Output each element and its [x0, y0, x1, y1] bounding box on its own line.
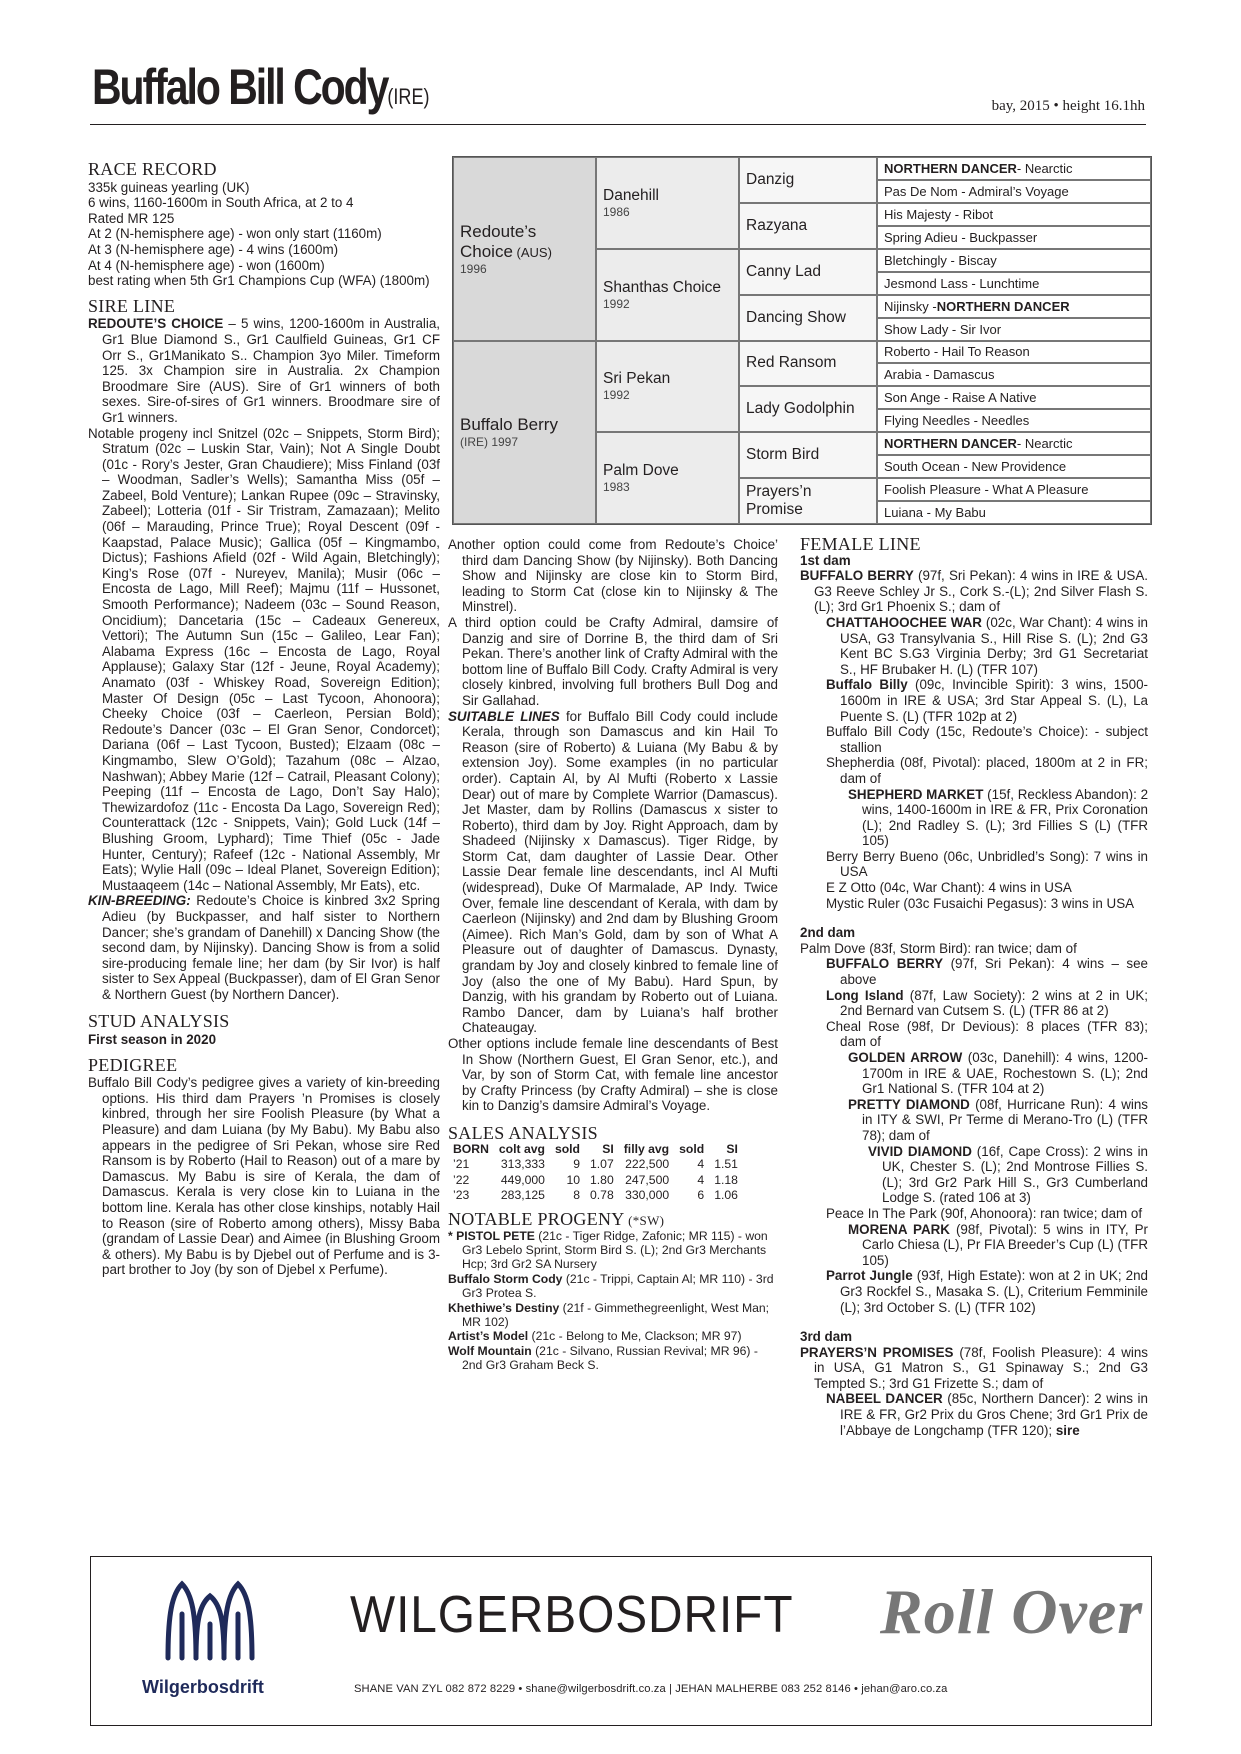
- female-line-name: CHATTAHOOCHEE WAR: [826, 614, 982, 630]
- pedigree-name-text: Redoute’s Choice: [460, 221, 537, 261]
- female-line-detail: (78f, Foolish Pleasure): 4 wins in USA, G1 Matron S., G1 Spinaway S.; 2nd G3 Tempted S.; 3rd G1 Frizette S.; dam of: [814, 1344, 1148, 1391]
- progeny-item: [448, 1344, 778, 1373]
- female-line-name: BUFFALO BERRY: [800, 568, 914, 584]
- stud-analysis-heading: STUD ANALYSIS: [88, 1011, 230, 1032]
- pedigree-ancestor-text: Spring Adieu - Buckpasser: [884, 229, 1038, 245]
- female-line-detail: Buffalo Bill Cody (15c, Redoute’s Choice): - subject stallion: [826, 724, 1148, 755]
- female-line-detail: Peace In The Park (90f, Ahonoora): ran twice; dam of: [826, 1205, 1143, 1221]
- female-line-name: NABEEL DANCER: [826, 1391, 943, 1407]
- pedigree-ancestor-bold: NORTHERN DANCER: [936, 298, 1070, 314]
- pedigree-ancestor-text: - Nearctic: [1016, 160, 1073, 176]
- race-record-line: 6 wins, 1160-1600m in South Africa, at 2 to 4: [88, 195, 354, 211]
- pedigree-name: [460, 222, 589, 262]
- female-line-detail: (16f, Cape Cross): 2 wins in UK, Chester S. (L); 2nd Montrose Fillies S. (L); 3rd Gr2 Park Hill S., Gr3 Cumberland Lodge S. (rated 106 at 3): [882, 1143, 1148, 1206]
- pedigree-ancestor-text: South Ocean - New Providence: [884, 459, 1067, 475]
- pedigree-name: Prayers’n Promise: [746, 483, 812, 519]
- pedigree-grandparent: [596, 249, 739, 341]
- wilgerbosdrift-logo-icon: [160, 1574, 260, 1667]
- pedigree-name: Danehill: [603, 186, 660, 204]
- pedigree-table: [452, 156, 1152, 525]
- pedigree-ancestor: [877, 157, 1151, 180]
- female-line-entry: [800, 724, 1148, 755]
- female-line-detail: Shepherdia (08f, Pivotal): placed, 1800m at 2 in FR; dam of: [826, 755, 1148, 786]
- sire-paragraph: REDOUTE’S CHOICE – 5 wins, 1200-1600m in Australia, Gr1 Blue Diamond S., Gr1 Caulfield Guineas, Gr1 CF Orr S., Gr1Manikato S.. Champion 3yo Miler. Timeform 125. 3x Champion sire in Australia. 2x Champion Broodmare Sire (AUS). Sire of Gr1 winners of both sexes. Sire-of-sires of Gr1 winners. Broodmare sire of Gr1 winners.: [88, 316, 441, 425]
- pedigree-ancestor-bold: NORTHERN DANCER: [884, 160, 1017, 176]
- female-line-entry: [800, 787, 1148, 849]
- pedigree-ancestor-bold: NORTHERN DANCER: [884, 436, 1017, 452]
- pedigree-ancestor-text: Pas De Nom - Admiral’s Voyage: [884, 183, 1069, 199]
- female-line-name: BUFFALO BERRY: [826, 956, 944, 972]
- pedigree-grandparent: [596, 157, 739, 249]
- female-line-entry: [800, 1345, 1148, 1392]
- sales-analysis-heading: SALES ANALYSIS: [448, 1122, 598, 1143]
- female-line-detail: (98f, Pivotal): 5 wins in ITY, Pr Carlo Chiesa (L), Pr FIA Breeder’s Cup (L) (TFR 105): [862, 1221, 1148, 1268]
- pedigree-ancestor-text: Flying Needles - Needles: [884, 413, 1030, 429]
- sales-row: [448, 1157, 743, 1173]
- sales-cell: 8: [573, 1188, 581, 1203]
- pedigree-ancestor-text: Roberto - Hail To Reason: [884, 344, 1030, 360]
- sales-column-header: SI: [602, 1141, 614, 1156]
- female-line-entry: [800, 1268, 1148, 1315]
- race-record-line: Rated MR 125: [88, 210, 175, 226]
- female-line-entry: [800, 956, 1148, 987]
- female-line-name: GOLDEN ARROW: [848, 1050, 963, 1065]
- pedigree-year: 1996: [460, 261, 487, 276]
- pedigree-ancestor: [877, 203, 1151, 226]
- female-line-detail: Berry Berry Bueno (06c, Unbridled’s Song): 7 wins in USA: [826, 848, 1148, 880]
- sales-column-header: sold: [679, 1141, 705, 1156]
- middle-paragraph-4: Other options include female line descendants of Best In Show (Northern Guest, El Gran Senor, etc.), and Var, by son of Storm Cat, with female line ancestor by Crafty Princess (by Crafty Admiral) – she is close kin to Danzig’s damsire Admiral’s Voyage.: [448, 1036, 778, 1114]
- female-line-detail: Palm Dove (83f, Storm Bird): ran twice; dam of: [800, 940, 1077, 956]
- progeny-detail: (21f - Gimmethegreenlight, West Man; MR 102): [462, 1300, 770, 1329]
- sales-cell: 0.78: [590, 1188, 614, 1203]
- notable-progeny-heading: NOTABLE PROGENY (*SW): [448, 1208, 665, 1229]
- female-line-entry: [800, 1222, 1148, 1269]
- pedigree-name: Sri Pekan: [603, 370, 671, 388]
- contact-line: SHANE VAN ZYL 082 872 8229 • shane@wilgerbosdrift.co.za | JEHAN MALHERBE 083 252 8146 • jehan@aro.co.za: [354, 1683, 948, 1695]
- sales-column-header: SI: [726, 1141, 738, 1156]
- pedigree-great-grandparent: [739, 386, 877, 432]
- country-suffix: (IRE): [387, 84, 430, 109]
- sales-cell: ’23: [453, 1188, 470, 1203]
- sales-cell: 1.07: [590, 1157, 614, 1172]
- sales-cell: 449,000: [500, 1172, 545, 1187]
- pedigree-ancestor: [877, 363, 1151, 386]
- pedigree-ancestor: [877, 478, 1151, 501]
- female-line-entry: [800, 1050, 1148, 1097]
- horse-name-title: Buffalo Bill Cody(IRE): [92, 59, 430, 115]
- female-line-entry: [800, 896, 1148, 912]
- race-record-line: At 2 (N-hemisphere age) - won only start (1160m): [88, 226, 382, 242]
- female-line-detail: (15f, Reckless Abandon): 2 wins, 1400-1600m in IRE & FR, Prix Coronation (L); 2nd Radley S. (L); 3rd Fillies S (L) (TFR 105): [862, 786, 1149, 849]
- first-dam-entries: [800, 568, 1148, 911]
- progeny-item: [448, 1272, 778, 1301]
- title-divider: [90, 124, 1146, 125]
- race-record-line: best rating when 5th Gr1 Champions Cup (WFA) (1800m): [88, 273, 430, 289]
- female-line-detail: (93f, High Estate): won at 2 in UK; 2nd Gr3 Rockfel S., Masaka S. (L), Criterium Femminile (L); 3rd October S. (L) (TFR 102): [840, 1268, 1148, 1315]
- pedigree-great-grandparent: [739, 203, 877, 249]
- pedigree-grandparent: [596, 432, 739, 524]
- pedigree-great-grandparent: [739, 432, 877, 478]
- third-dam-label: 3rd dam: [800, 1329, 853, 1345]
- pedigree-ancestor-text: Arabia - Damascus: [884, 367, 995, 383]
- female-line-name: PRAYERS’N PROMISES: [800, 1344, 954, 1360]
- pedigree-paragraph: Buffalo Bill Cody’s pedigree gives a variety of kin-breeding options. His third dam Prayers ’n Promises is closely kinbred, through her sire Foolish Pleasure (by What a Pleasure) and dam Luiana (by My Babu). My Babu also appears in the pedigree of Sri Pekan, whose sire Red Ransom is by Roberto (Hail to Reason) out of a mare by Damascus. My Babu is sire of Kerala, the dam of Damascus. Kerala is very close kin to Luiana in the bottom line. Kerala has other close kinships, notably Hail to Reason (sire of Roberto among others), Missy Baba (grandam of Lassie Dear) and Aimee (in Blushing Groom & others). My Babu is by Djebel out of Perfume and is 3-part brother to Joy (by son of Djebel x Perfume).: [88, 1075, 440, 1278]
- notable-progeny-paragraph: Notable progeny incl Snitzel (02c – Snippets, Storm Bird); Stratum (02c – Luskin Star, Vain); Not A Single Doubt (01c - Rory’s Jester, Gran Chaudiere); Miss Finland (03f – Woodman, Sadler’s Wells); Samantha Miss (05f – Zabeel, Bold Venture); Lankan Rupee (09c – Stravinsky, Zabeel); Lotteria (01f - Sir Tristram, Zamazaan); Melito (06f – Marauding, Prince True); Royal Descent (09f - Kaapstad, Palace Music); Gallica (05f – Kingmambo, Dictus); Fashions Afield (02f - Wild Again, Bletchingly); King’s Rose (07f - Nureyev, Manila); Musir (06c – Encosta de Lago, Mill Reef); Majmu (11f – Hussonet, Smooth Performance); Nadeem (03c – Sound Reason, Oncidium); Dancetaria (15c – Cadeaux Genereux, Vettori); The Autumn Sun (15c – Galileo, Lear Fan); Alabama Express (16c – Encosta de Lago, Royal Applause); Galaxy Star (12f - Jeune, Royal Academy); Anamato (03f - Whiskey Road, Sovereign Edition); Master Of Design (05c – Last Tycoon, Ahonoora); Cheeky Choice (03f – Caerleon, Persian Bold); Redoute’s Dancer (03c – El Gran Senor, Condorcet); Dariana (06f – Last Tycoon, Busted); Elzaam (08c – Kingmambo, Slew O’Gold); Tazahum (08c – Alzao, Nashwan); Abbey Marie (12f – Catrail, Pleasant Colony); Peeping (11f – Encosta de Lago, Don’t Say Halo); Thewizardofoz (11c - Encosta Da Lago, Sovereign Red); Counterattack (12c - Snippets, Vain); Gold Luck (14f – Blushing Groom, Lyphard); Time Thief (05c - Jade Hunter, Century); Rafeef (12c - National Assembly, Mr Eats); Wylie Hall (09c – Ideal Planet, Sovereign Edition); Mustaaqeem (14c – National Assembly, Mr Eats), etc.: [88, 425, 440, 893]
- progeny-list: [448, 1229, 778, 1373]
- race-record-lines: [88, 180, 440, 289]
- female-line-detail: Cheal Rose (98f, Dr Devious): 8 places (TFR 83); dam of: [826, 1018, 1148, 1050]
- sales-table: [448, 1142, 743, 1204]
- female-line-detail: (97f, Sri Pekan): 4 wins in IRE & USA. G3 Reeve Schley Jr S., Cork S.-(L); 2nd Silver Flash S. (L); 3rd Gr1 Phoenix S.; dam of: [814, 568, 1148, 615]
- pedigree-great-grandparent: [739, 478, 877, 524]
- female-line-heading: FEMALE LINE: [800, 534, 921, 554]
- female-line-entry: [800, 941, 1148, 957]
- sales-cell: 10: [566, 1172, 581, 1187]
- pedigree-heading: PEDIGREE: [88, 1054, 178, 1075]
- pedigree-year: 1986: [603, 204, 630, 219]
- female-line-entry: [800, 677, 1148, 724]
- sales-column-header: colt avg: [498, 1141, 545, 1156]
- pedigree-year: 1992: [603, 388, 630, 403]
- pedigree-year: (IRE) 1997: [460, 435, 519, 450]
- pedigree-great-grandparent: [739, 249, 877, 295]
- sales-cell: 1.51: [714, 1157, 738, 1172]
- female-line-entry: [800, 1391, 1148, 1438]
- pedigree-sire-dam: [453, 157, 596, 341]
- sales-cell: 247,500: [625, 1172, 670, 1187]
- progeny-name: Buffalo Storm Cody: [448, 1271, 563, 1286]
- suitable-lines-paragraph: SUITABLE LINES for Buffalo Bill Cody could include Kerala, through son Damascus and kin Hail To Reason (sire of Roberto) & Luiana (My Babu & by extension Joy). Some examples (in no particular order). Captain Al, by Al Mufti (Roberto x Lassie Dear) out of mare by Complete Warrior (Damascus). Jet Master, dam by Rollins (Damascus x sister to Roberto), third dam by Joy. Right Approach, dam by Shadeed (Nijinsky x Damascus). Tiger Ridge, by Storm Cat, dam daughter of Lassie Dear. Other Lassie Dear female line descendants, incl Al Mufti (widespread), Duke Of Marmalade, AP Indy. Twice Over, female line descendant of Kerala, with dam by Caerleon (Nijinsky) and 2nd dam by Blushing Groom (Aimee). Rich Man’s Gold, dam by son of What A Pleasure out of daughter of Damascus. Dynasty, grandam by Joy and closely kinbred to female line of Joy (also the one of My Babu). Hard Spun, by Danzig, with his grandam by Roberto out of Luiana. Rambo Dancer, dam by Luiana’s half brother Chateaugay.: [448, 708, 778, 1036]
- pedigree-year: 1983: [603, 480, 630, 495]
- pedigree-great-grandparent: [739, 157, 877, 203]
- middle-paragraph-2: A third option could be Crafty Admiral, damsire of Danzig and sire of Dorrine B, the third dam of Sri Pekan. There’s another link of Crafty Admiral with the bottom line of Buffalo Bill Cody. Crafty Admiral is very closely kinbred, involving full brothers Bull Dog and Sir Gallahad.: [448, 614, 778, 708]
- female-line-entry: [800, 880, 1148, 896]
- race-record-heading: RACE RECORD: [88, 159, 217, 179]
- race-record-line: 335k guineas yearling (UK): [88, 179, 250, 195]
- female-line-detail: (08f, Hurricane Run): 4 wins in ITY & SWI, Pr Terme di Merano-Tro (L) (TFR 78); dam of: [862, 1096, 1148, 1143]
- sales-cell: ’22: [453, 1172, 470, 1187]
- race-record-line: At 3 (N-hemisphere age) - 4 wins (1600m): [88, 241, 339, 257]
- middle-column: [448, 537, 778, 1373]
- pedigree-ancestor-text: - Nearctic: [1016, 436, 1073, 452]
- pedigree-name: [460, 415, 589, 435]
- second-dam-label: 2nd dam: [800, 925, 856, 941]
- female-line-entry: [800, 615, 1148, 677]
- pedigree-name: Danzig: [746, 170, 795, 188]
- pedigree-ancestor-text: Son Ange - Raise A Native: [884, 390, 1037, 406]
- sales-cell: 4: [697, 1157, 705, 1172]
- sales-row: [448, 1188, 743, 1204]
- female-line-name: VIVID DIAMOND: [868, 1143, 972, 1159]
- pedigree-ancestor-text: Jesmond Lass - Lunchtime: [884, 275, 1040, 291]
- pedigree-grandparent: [596, 341, 739, 433]
- pedigree-ancestor: [877, 455, 1151, 478]
- progeny-item: [448, 1229, 778, 1272]
- sales-row: [448, 1173, 743, 1189]
- female-line-entry: [800, 849, 1148, 880]
- female-line-name: Long Island: [826, 987, 904, 1003]
- pedigree-name: Razyana: [746, 216, 808, 234]
- pedigree-name: Lady Godolphin: [746, 400, 855, 418]
- middle-paragraph-1: Another option could come from Redoute’s Choice’ third dam Dancing Show (by Nijinsky). Both Dancing Show and Nijinsky are close kin to Storm Bird, leading to Storm Cat (close kin to Nijinsky & The Minstrel).: [448, 537, 778, 615]
- sales-column-header: BORN: [453, 1141, 489, 1156]
- progeny-detail: (21c - Tiger Ridge, Zafonic; MR 115) - won Gr3 Lebelo Sprint, Storm Bird S. (L); 2nd Gr3 Merchants Hcp; 3rd Gr2 SA Nursery: [462, 1228, 768, 1272]
- female-line-detail: (03c, Danehill): 4 wins, 1200-1700m in IRE & UAE, Rochestown S. (L); 2nd Gr1 National S. (TFR 104 at 2): [862, 1050, 1149, 1097]
- sales-cell: 283,125: [500, 1188, 545, 1203]
- left-column: [88, 158, 440, 1278]
- pedigree-ancestor: [877, 341, 1151, 364]
- progeny-name: Wolf Mountain: [448, 1343, 532, 1358]
- pedigree-ancestor: [877, 295, 1151, 318]
- female-line-detail: (09c, Invincible Spirit): 3 wins, 1500-1600m in IRE & USA; 3rd Star Appeal S. (L), La Puente S. (L) (TFR 102p at 2): [840, 677, 1148, 724]
- female-line-name: Parrot Jungle: [826, 1268, 913, 1284]
- pedigree-ancestor: [877, 409, 1151, 432]
- progeny-detail: (21c - Trippi, Captain Al; MR 110) - 3rd Gr3 Protea S.: [462, 1271, 774, 1301]
- female-line-name: PRETTY DIAMOND: [848, 1096, 970, 1112]
- sales-cell: 1.18: [714, 1172, 738, 1187]
- pedigree-ancestor-text: His Majesty - Ribot: [884, 206, 994, 222]
- pedigree-ancestor-text: Show Lady - Sir Ivor: [884, 321, 1002, 337]
- female-line-detail: (87f, Law Society): 2 wins at 2 in UK; 2nd Bernard van Cutsem S. (L) (TFR 86 at 2): [840, 987, 1149, 1019]
- pedigree-ancestor: [877, 272, 1151, 295]
- progeny-item: [448, 1301, 778, 1330]
- farm-wordmark: WILGERBOSDRIFT: [350, 1586, 794, 1644]
- third-dam-entries: [800, 1345, 1148, 1439]
- female-line-name: MORENA PARK: [848, 1221, 950, 1237]
- second-dam-entries: [800, 941, 1148, 1315]
- sales-cell: 4: [697, 1172, 705, 1187]
- sire-line-heading: SIRE LINE: [88, 295, 176, 316]
- female-line-detail: Mystic Ruler (03c Fusaichi Pegasus): 3 wins in USA: [826, 895, 1135, 911]
- female-line-detail: (02c, War Chant): 4 wins in USA, G3 Transylvania S., Hill Rise S. (L); 2nd G3 Kent BC S.G3 Virginia Derby; 3rd G1 Secretariat S., HF Brubaker H. (L) (TFR 107): [840, 614, 1149, 677]
- progeny-item: [448, 1329, 778, 1343]
- sales-cell: 313,333: [500, 1157, 545, 1172]
- female-line-entry: [800, 1097, 1148, 1144]
- sales-cell: 330,000: [625, 1188, 670, 1203]
- pedigree-name: Red Ransom: [746, 354, 837, 372]
- female-line-name: SHEPHERD MARKET: [848, 786, 984, 802]
- pedigree-ancestor: [877, 386, 1151, 409]
- pedigree-ancestor: [877, 226, 1151, 249]
- pedigree-name: Dancing Show: [746, 308, 846, 326]
- pedigree-name: Canny Lad: [746, 262, 821, 280]
- sales-cell: 6: [697, 1188, 705, 1203]
- pedigree-ancestor-text: Nijinsky -: [884, 298, 937, 314]
- pedigree-ancestor: [877, 501, 1151, 524]
- sales-column-header: filly avg: [623, 1141, 670, 1156]
- sales-cell: 1.80: [590, 1172, 614, 1187]
- right-column: [800, 534, 1149, 1438]
- progeny-name: Khethiwe’s Destiny: [448, 1300, 560, 1315]
- sales-cell: 222,500: [625, 1157, 670, 1172]
- pedigree-name-text: Buffalo Berry: [460, 415, 558, 435]
- pedigree-ancestor: [877, 249, 1151, 272]
- female-line-detail: E Z Otto (04c, War Chant): 4 wins in USA: [826, 880, 1072, 896]
- stud-analysis-line: First season in 2020: [88, 1032, 217, 1048]
- pedigree-country: (AUS): [512, 244, 552, 260]
- female-line-entry: [800, 1206, 1148, 1222]
- pedigree-ancestor-text: Foolish Pleasure - What A Pleasure: [884, 482, 1089, 498]
- kin-breeding-paragraph: KIN-BREEDING: Redoute’s Choice is kinbred 3x2 Spring Adieu (by Buckpasser, and half sister to Northern Dancer; she’s grandam of Danehill) x Dancing Show (the second dam, by Nijinsky). Dancing Show is from a solid sire-producing female line; her dam (by Sir Ivor) is half sister to Sex Appeal (Buckpasser), dam of El Gran Senor & Northern Guest (by Northern Dancer).: [88, 893, 440, 1002]
- pedigree-ancestor: [877, 432, 1151, 455]
- horse-details: bay, 2015 • height 16.1hh: [991, 98, 1145, 114]
- first-dam-label: 1st dam: [800, 552, 851, 568]
- race-record-line: At 4 (N-hemisphere age) - won (1600m): [88, 257, 325, 273]
- pedigree-sire-dam: [453, 341, 596, 525]
- sales-column-header: sold: [554, 1141, 581, 1156]
- female-line-detail: (97f, Sri Pekan): 4 wins – see above: [840, 956, 1149, 988]
- sales-cell: 9: [573, 1157, 581, 1172]
- pedigree-ancestor-text: Luiana - My Babu: [884, 505, 986, 521]
- pedigree-name: Storm Bird: [746, 446, 820, 464]
- sales-cell: 1.06: [714, 1188, 738, 1203]
- female-line-detail: (85c, Northern Dancer): 2 wins in IRE & FR, Gr2 Prix du Gros Chene; 3rd Gr1 Prix de l’Abbaye de Longchamp (TFR 120);: [840, 1391, 1148, 1438]
- logo-text: Wilgerbosdrift: [142, 1677, 264, 1697]
- female-line-tail: sire: [1055, 1422, 1080, 1438]
- female-line-entry: [800, 755, 1148, 786]
- progeny-name: * PISTOL PETE: [448, 1228, 535, 1243]
- pedigree-ancestor-text: Bletchingly - Biscay: [884, 252, 997, 268]
- pedigree-great-grandparent: [739, 341, 877, 387]
- female-line-entry: [800, 568, 1148, 615]
- pedigree-great-grandparent: [739, 295, 877, 341]
- female-line-entry: [800, 988, 1148, 1019]
- pedigree-ancestor: [877, 318, 1151, 341]
- pedigree-name: Palm Dove: [603, 462, 679, 480]
- roll-over-logo: Roll Over: [880, 1576, 1144, 1647]
- progeny-detail: (21c - Belong to Me, Clackson; MR 97): [528, 1329, 742, 1344]
- progeny-name: Artist’s Model: [448, 1329, 529, 1344]
- female-line-entry: [800, 1019, 1148, 1050]
- sales-cell: ’21: [453, 1157, 470, 1172]
- progeny-detail: (21c - Silvano, Russian Revival; MR 96) - 2nd Gr3 Graham Beck S.: [462, 1343, 758, 1373]
- pedigree-ancestor: [877, 180, 1151, 203]
- female-line-name: Buffalo Billy: [826, 677, 908, 693]
- pedigree-year: 1992: [603, 296, 630, 311]
- female-line-entry: [800, 1144, 1148, 1206]
- pedigree-name: Shanthas Choice: [603, 278, 722, 296]
